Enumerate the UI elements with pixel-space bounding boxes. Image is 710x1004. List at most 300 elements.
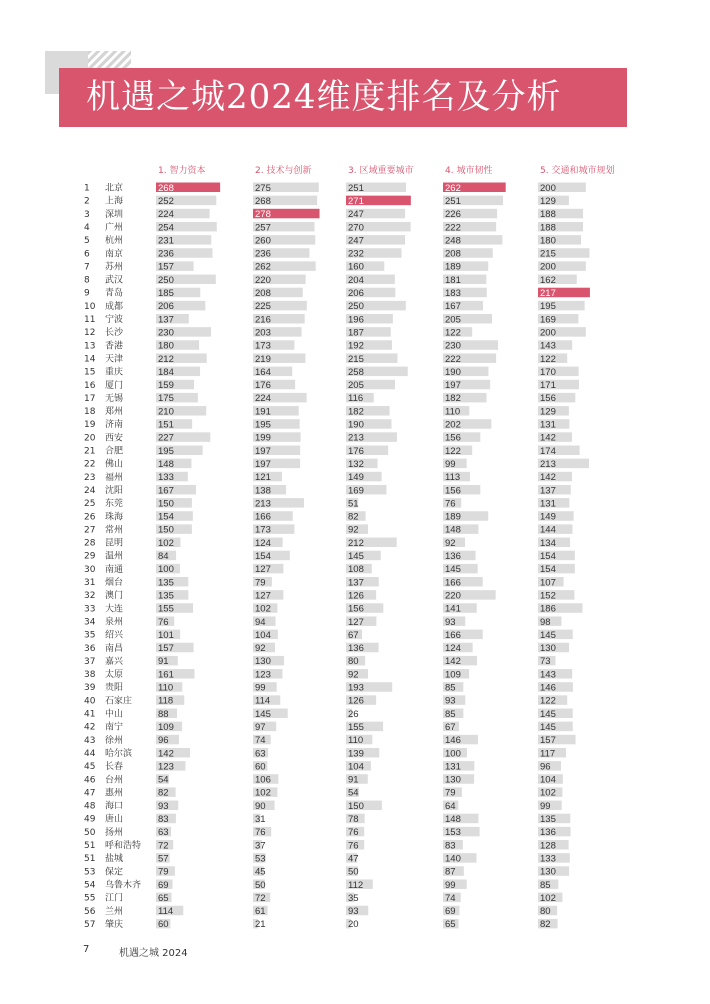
bar-value-label: 130: [445, 774, 461, 786]
bar-value-label: 93: [158, 800, 169, 812]
bar-value-label: 143: [540, 340, 556, 352]
bar-value-label: 76: [445, 498, 456, 510]
city-label: 台州: [105, 775, 124, 786]
rank-label: 24: [84, 485, 96, 496]
bar-value-label: 122: [540, 353, 556, 365]
bar-value-label: 131: [445, 761, 461, 773]
bar-value-label: 183: [445, 288, 461, 299]
city-label: 盐城: [105, 854, 124, 865]
bar-value-label: 268: [158, 182, 174, 194]
bar-value-label: 136: [540, 827, 556, 839]
bar-value-label: 167: [445, 301, 461, 313]
city-label: 太原: [105, 670, 124, 681]
bar-value-label: 195: [255, 419, 271, 431]
bar-value-label: 51: [348, 498, 359, 510]
bar-value-label: 127: [255, 564, 271, 576]
bar-value-label: 135: [158, 577, 174, 589]
bar-value-label: 117: [540, 748, 556, 760]
bar-value-label: 134: [540, 537, 556, 549]
city-label: 南宁: [105, 722, 124, 733]
bar-value-label: 128: [540, 840, 556, 852]
rank-label: 34: [84, 617, 96, 628]
bar-value-label: 186: [540, 603, 556, 615]
bar-value-label: 124: [255, 537, 271, 549]
city-label: 扬州: [105, 827, 124, 838]
bar-value-label: 96: [158, 735, 169, 747]
bar-value-label: 154: [158, 511, 174, 523]
bar-value-label: 96: [540, 761, 551, 773]
bar-value-label: 137: [540, 485, 556, 497]
bar-value-label: 157: [158, 643, 174, 655]
bar-value-label: 50: [348, 866, 359, 878]
bar-value-label: 83: [158, 814, 169, 825]
bar-value-label: 182: [348, 406, 364, 418]
bar-value-label: 159: [158, 380, 174, 392]
bar-value-label: 135: [158, 590, 174, 602]
city-label: 厦门: [105, 380, 124, 391]
bar-value-label: 132: [348, 458, 364, 470]
bar-value-label: 251: [348, 182, 364, 194]
bar-value-label: 173: [255, 524, 271, 536]
bar-value-label: 129: [540, 406, 556, 418]
rank-label: 48: [84, 801, 96, 812]
bar-value-label: 104: [540, 774, 556, 786]
bar-value-label: 262: [255, 261, 271, 273]
city-label: 昆明: [105, 538, 124, 549]
bar-value-label: 92: [348, 669, 359, 681]
rank-label: 23: [84, 472, 96, 483]
rank-label: 15: [84, 367, 96, 378]
bar-value-label: 215: [540, 248, 556, 260]
bar-value-label: 122: [540, 695, 556, 707]
bar-value-label: 185: [158, 288, 174, 299]
bar-value-label: 271: [348, 195, 364, 207]
bar-value-label: 146: [445, 735, 461, 747]
bar-value-label: 63: [158, 827, 169, 839]
bar-value-label: 73: [540, 656, 551, 668]
bar-value-label: 171: [540, 380, 556, 392]
bar-value-label: 213: [540, 458, 556, 470]
bar-value-label: 190: [445, 366, 461, 378]
bar-value-label: 85: [540, 879, 551, 891]
bar-value-label: 118: [158, 695, 174, 707]
city-label: 嘉兴: [105, 656, 124, 667]
bar-value-label: 188: [540, 222, 556, 234]
bar-value-label: 110: [348, 735, 364, 747]
bar-value-label: 82: [540, 919, 551, 931]
bar-value-label: 50: [255, 879, 266, 891]
bar-value-label: 145: [255, 708, 271, 720]
bar-value-label: 138: [255, 485, 271, 497]
city-label: 长春: [105, 762, 124, 773]
bar-value-label: 205: [445, 314, 461, 326]
bar-value-label: 224: [255, 393, 271, 405]
bar-value-label: 74: [445, 892, 456, 904]
bar-value-label: 127: [255, 590, 271, 602]
bar-value-label: 97: [255, 721, 266, 733]
bar-value-label: 247: [348, 235, 364, 247]
series-header: 2. 技术与创新: [255, 166, 312, 176]
bar-value-label: 54: [158, 774, 169, 786]
city-label: 天津: [105, 354, 124, 365]
bar-value-label: 112: [348, 879, 364, 891]
city-label: 温州: [105, 551, 124, 562]
bar-value-label: 104: [348, 761, 364, 773]
bar-value-label: 220: [255, 274, 271, 286]
bar-value-label: 195: [158, 445, 174, 457]
bar-value-label: 226: [445, 209, 461, 221]
rank-label: 32: [84, 591, 96, 602]
bar-value-label: 148: [445, 524, 461, 536]
bar-value-label: 99: [255, 682, 266, 694]
city-label: 合肥: [105, 446, 124, 457]
bar-value-label: 169: [348, 485, 364, 497]
bar-value-label: 61: [255, 906, 266, 918]
rank-label: 53: [84, 867, 96, 878]
bar-value-label: 197: [255, 458, 271, 470]
city-label: 成都: [105, 301, 124, 312]
city-label: 武汉: [105, 275, 124, 286]
rank-label: 6: [84, 249, 90, 260]
bar-value-label: 161: [158, 669, 174, 681]
bar-value-label: 254: [158, 222, 174, 234]
bar-value-label: 278: [255, 209, 271, 221]
bar-value-label: 79: [158, 866, 169, 878]
bar-value-label: 156: [445, 485, 461, 497]
bar-value-label: 101: [158, 629, 174, 641]
bar-value-label: 200: [540, 182, 556, 194]
rank-label: 56: [84, 906, 96, 917]
city-label: 惠州: [105, 788, 124, 799]
rank-label: 25: [84, 499, 96, 510]
rank-label: 26: [84, 512, 96, 523]
city-label: 澳门: [105, 591, 124, 602]
bar-value-label: 204: [348, 274, 364, 286]
bar-value-label: 130: [540, 643, 556, 655]
city-label: 广州: [105, 222, 124, 233]
rank-label: 19: [84, 420, 96, 431]
bar-value-label: 174: [540, 445, 556, 457]
bar-value-label: 126: [348, 590, 364, 602]
rank-label: 17: [84, 393, 96, 404]
bar-value-label: 145: [540, 721, 556, 733]
bar-value-label: 110: [158, 682, 174, 694]
series-header: 3. 区域重要城市: [348, 166, 414, 176]
bar-value-label: 144: [540, 524, 556, 536]
bar-value-label: 123: [255, 669, 271, 681]
rank-label: 2: [84, 196, 90, 207]
bar-value-label: 157: [540, 735, 556, 747]
bar-value-label: 127: [348, 616, 364, 628]
bar-value-label: 206: [348, 288, 364, 299]
bar-value-label: 124: [445, 643, 461, 655]
bar-value-label: 270: [348, 222, 364, 234]
bar-value-label: 154: [540, 551, 556, 562]
bar-value-label: 232: [348, 248, 364, 260]
bar-value-label: 167: [158, 485, 174, 497]
bar-value-label: 100: [445, 748, 461, 760]
bar-value-label: 107: [540, 577, 556, 589]
bar-value-label: 84: [158, 551, 169, 562]
city-label: 佛山: [105, 459, 124, 470]
city-label: 南昌: [105, 643, 124, 654]
bar-value-label: 148: [158, 458, 174, 470]
bar-value-label: 247: [348, 209, 364, 221]
bar-value-label: 149: [540, 511, 556, 523]
bar-value-label: 57: [158, 853, 169, 865]
bar-value-label: 45: [255, 866, 266, 878]
city-label: 肇庆: [105, 919, 124, 930]
bar-value-label: 104: [255, 629, 271, 641]
bar-value-label: 102: [540, 892, 556, 904]
bar-value-label: 88: [158, 708, 169, 720]
city-label: 兰州: [105, 906, 124, 917]
bar-value-label: 166: [445, 577, 461, 589]
rank-label: 41: [84, 709, 96, 720]
bar-value-label: 74: [255, 735, 266, 747]
bar-value-label: 175: [158, 393, 174, 405]
bar-value-label: 87: [445, 866, 456, 878]
rank-label: 31: [84, 578, 96, 588]
bar-value-label: 197: [445, 380, 461, 392]
city-label: 哈尔滨: [105, 748, 133, 759]
rank-label: 10: [84, 301, 96, 312]
bar-value-label: 262: [445, 182, 461, 194]
bar-value-label: 149: [348, 472, 364, 484]
city-label: 烟台: [105, 578, 124, 588]
series-header: 5. 交通和城市规划: [540, 166, 615, 176]
bar-value-label: 72: [255, 892, 266, 904]
bar-value-label: 91: [158, 656, 169, 668]
bar-value-label: 102: [540, 787, 556, 799]
bar-value-label: 135: [540, 814, 556, 825]
bar-value-label: 169: [540, 314, 556, 326]
bar-value-label: 139: [348, 748, 364, 760]
bar-value-label: 154: [255, 551, 271, 562]
rank-label: 39: [84, 683, 96, 694]
bar-value-label: 85: [445, 708, 456, 720]
bar-value-label: 131: [540, 419, 556, 431]
rank-label: 7: [84, 262, 90, 273]
bar-value-label: 114: [158, 906, 174, 918]
bar-value-label: 21: [255, 919, 266, 931]
city-label: 珠海: [105, 512, 124, 523]
rank-label: 12: [84, 328, 96, 339]
bar-value-label: 155: [348, 721, 364, 733]
rank-label: 27: [84, 525, 96, 536]
bar-value-label: 222: [445, 222, 461, 234]
city-label: 海口: [105, 801, 124, 812]
bar-value-label: 60: [255, 761, 266, 773]
bar-value-label: 65: [158, 892, 169, 904]
rank-label: 54: [84, 880, 96, 891]
bar-value-label: 189: [445, 261, 461, 273]
bar-value-label: 141: [445, 603, 461, 615]
bar-value-label: 257: [255, 222, 271, 234]
bar-value-label: 222: [445, 353, 461, 365]
bar-value-label: 225: [255, 301, 271, 313]
city-label: 南通: [105, 564, 124, 575]
city-label: 宁波: [105, 315, 124, 325]
bar-value-label: 72: [158, 840, 169, 852]
bar-value-label: 176: [348, 445, 364, 457]
bar-value-label: 190: [348, 419, 364, 431]
city-label: 深圳: [105, 209, 124, 220]
bar-value-label: 99: [540, 800, 551, 812]
bar-value-label: 93: [445, 616, 456, 628]
city-label: 杭州: [105, 236, 124, 247]
bar-value-label: 142: [540, 432, 556, 444]
bar-value-label: 93: [348, 906, 359, 918]
bar-value-label: 182: [445, 393, 461, 405]
bar-value-label: 85: [445, 682, 456, 694]
city-label: 北京: [105, 183, 124, 194]
rank-label: 8: [84, 275, 90, 286]
bar-value-label: 64: [445, 800, 456, 812]
bar-value-label: 216: [255, 314, 271, 326]
city-label: 石家庄: [105, 696, 133, 707]
bar-value-label: 80: [540, 906, 551, 918]
bar-value-label: 212: [158, 353, 174, 365]
bar-value-label: 217: [540, 288, 556, 299]
rank-label: 14: [84, 354, 96, 365]
bar-value-label: 92: [255, 643, 266, 655]
city-label: 唐山: [105, 814, 124, 825]
city-label: 东莞: [105, 499, 124, 510]
bar-value-label: 136: [445, 551, 461, 562]
bar-value-label: 20: [348, 919, 359, 931]
rank-label: 38: [84, 670, 96, 681]
bar-value-label: 197: [255, 445, 271, 457]
rank-label: 36: [84, 643, 96, 654]
bar-value-label: 193: [348, 682, 364, 694]
rank-label: 37: [84, 656, 96, 667]
bar-value-label: 137: [158, 314, 174, 326]
bar-value-label: 203: [255, 327, 271, 339]
bar-value-label: 142: [158, 748, 174, 760]
bar-value-label: 219: [255, 353, 271, 365]
bar-value-label: 80: [348, 656, 359, 668]
bar-value-label: 108: [348, 564, 364, 576]
bar-value-label: 142: [445, 656, 461, 668]
bar-value-label: 69: [158, 879, 169, 891]
bar-value-label: 189: [445, 511, 461, 523]
rank-label: 11: [84, 315, 96, 325]
bar-value-label: 176: [255, 380, 271, 392]
bar-value-label: 65: [445, 919, 456, 931]
rank-label: 9: [84, 288, 90, 299]
bar-value-label: 63: [255, 748, 266, 760]
bar-value-label: 47: [348, 853, 359, 865]
bar-value-label: 67: [348, 629, 359, 641]
bar-value-label: 145: [540, 629, 556, 641]
bar-value-label: 145: [540, 708, 556, 720]
bar-value-label: 116: [348, 393, 364, 405]
bar-value-label: 143: [540, 669, 556, 681]
rank-label: 28: [84, 538, 96, 549]
rank-label: 4: [84, 222, 90, 233]
bar-value-label: 92: [348, 524, 359, 536]
bar-value-label: 99: [445, 879, 456, 891]
rank-label: 13: [84, 341, 96, 352]
city-label: 济南: [105, 420, 124, 431]
rank-label: 22: [84, 459, 96, 470]
bar-value-label: 150: [158, 524, 174, 536]
bar-value-label: 137: [348, 577, 364, 589]
bar-value-label: 145: [445, 564, 461, 576]
bar-value-label: 93: [445, 695, 456, 707]
bar-value-label: 150: [348, 800, 364, 812]
bar-value-label: 236: [255, 248, 271, 260]
bar-value-label: 90: [255, 800, 266, 812]
rank-label: 45: [84, 762, 96, 773]
rank-label: 21: [84, 446, 96, 457]
bar-value-label: 145: [348, 551, 364, 562]
bar-value-label: 166: [255, 511, 271, 523]
rank-label: 40: [84, 696, 96, 707]
rank-label: 29: [84, 551, 96, 562]
city-label: 沈阳: [105, 485, 124, 496]
bar-value-label: 195: [540, 301, 556, 313]
bar-value-label: 94: [255, 616, 266, 628]
bar-value-label: 170: [540, 366, 556, 378]
bar-value-label: 79: [255, 577, 266, 589]
bar-value-label: 67: [445, 721, 456, 733]
bar-value-label: 202: [445, 419, 461, 431]
rank-label: 16: [84, 380, 96, 391]
bar-value-label: 153: [445, 827, 461, 839]
bar-value-label: 69: [445, 906, 456, 918]
bar-value-label: 53: [255, 853, 266, 865]
city-label: 大连: [105, 604, 124, 615]
rank-label: 57: [84, 919, 96, 930]
bar-value-label: 100: [158, 564, 174, 576]
bar-value-label: 155: [158, 603, 174, 615]
bar-value-label: 102: [255, 603, 271, 615]
bar-value-label: 106: [255, 774, 271, 786]
bar-value-label: 133: [158, 472, 174, 484]
rank-label: 3: [84, 209, 90, 220]
bar-value-label: 208: [255, 288, 271, 299]
bar-value-label: 191: [255, 406, 271, 418]
bar-value-label: 150: [158, 498, 174, 510]
bar-value-label: 164: [255, 366, 271, 378]
city-label: 泉州: [105, 617, 124, 628]
footer-text: 机遇之城 2024: [119, 948, 188, 959]
city-label: 香港: [105, 341, 124, 352]
rank-label: 47: [84, 788, 96, 799]
bar-value-label: 156: [348, 603, 364, 615]
bar-value-label: 250: [158, 274, 174, 286]
bar-value-label: 122: [445, 327, 461, 339]
rank-label: 46: [84, 775, 96, 786]
bar-value-label: 157: [158, 261, 174, 273]
bar-value-label: 231: [158, 235, 174, 247]
bar-value-label: 76: [348, 840, 359, 852]
bar-value-label: 131: [540, 498, 556, 510]
bar-value-label: 156: [540, 393, 556, 405]
bar-value-label: 113: [445, 472, 461, 484]
rank-label: 51: [84, 854, 96, 865]
bar-value-label: 251: [445, 195, 461, 207]
bar-value-label: 82: [158, 787, 169, 799]
city-label: 乌鲁木齐: [105, 880, 142, 891]
bar-value-label: 208: [445, 248, 461, 260]
bar-value-label: 76: [255, 827, 266, 839]
bar-value-label: 31: [255, 814, 266, 825]
bar-value-label: 212: [348, 537, 364, 549]
bar-value-label: 196: [348, 314, 364, 326]
